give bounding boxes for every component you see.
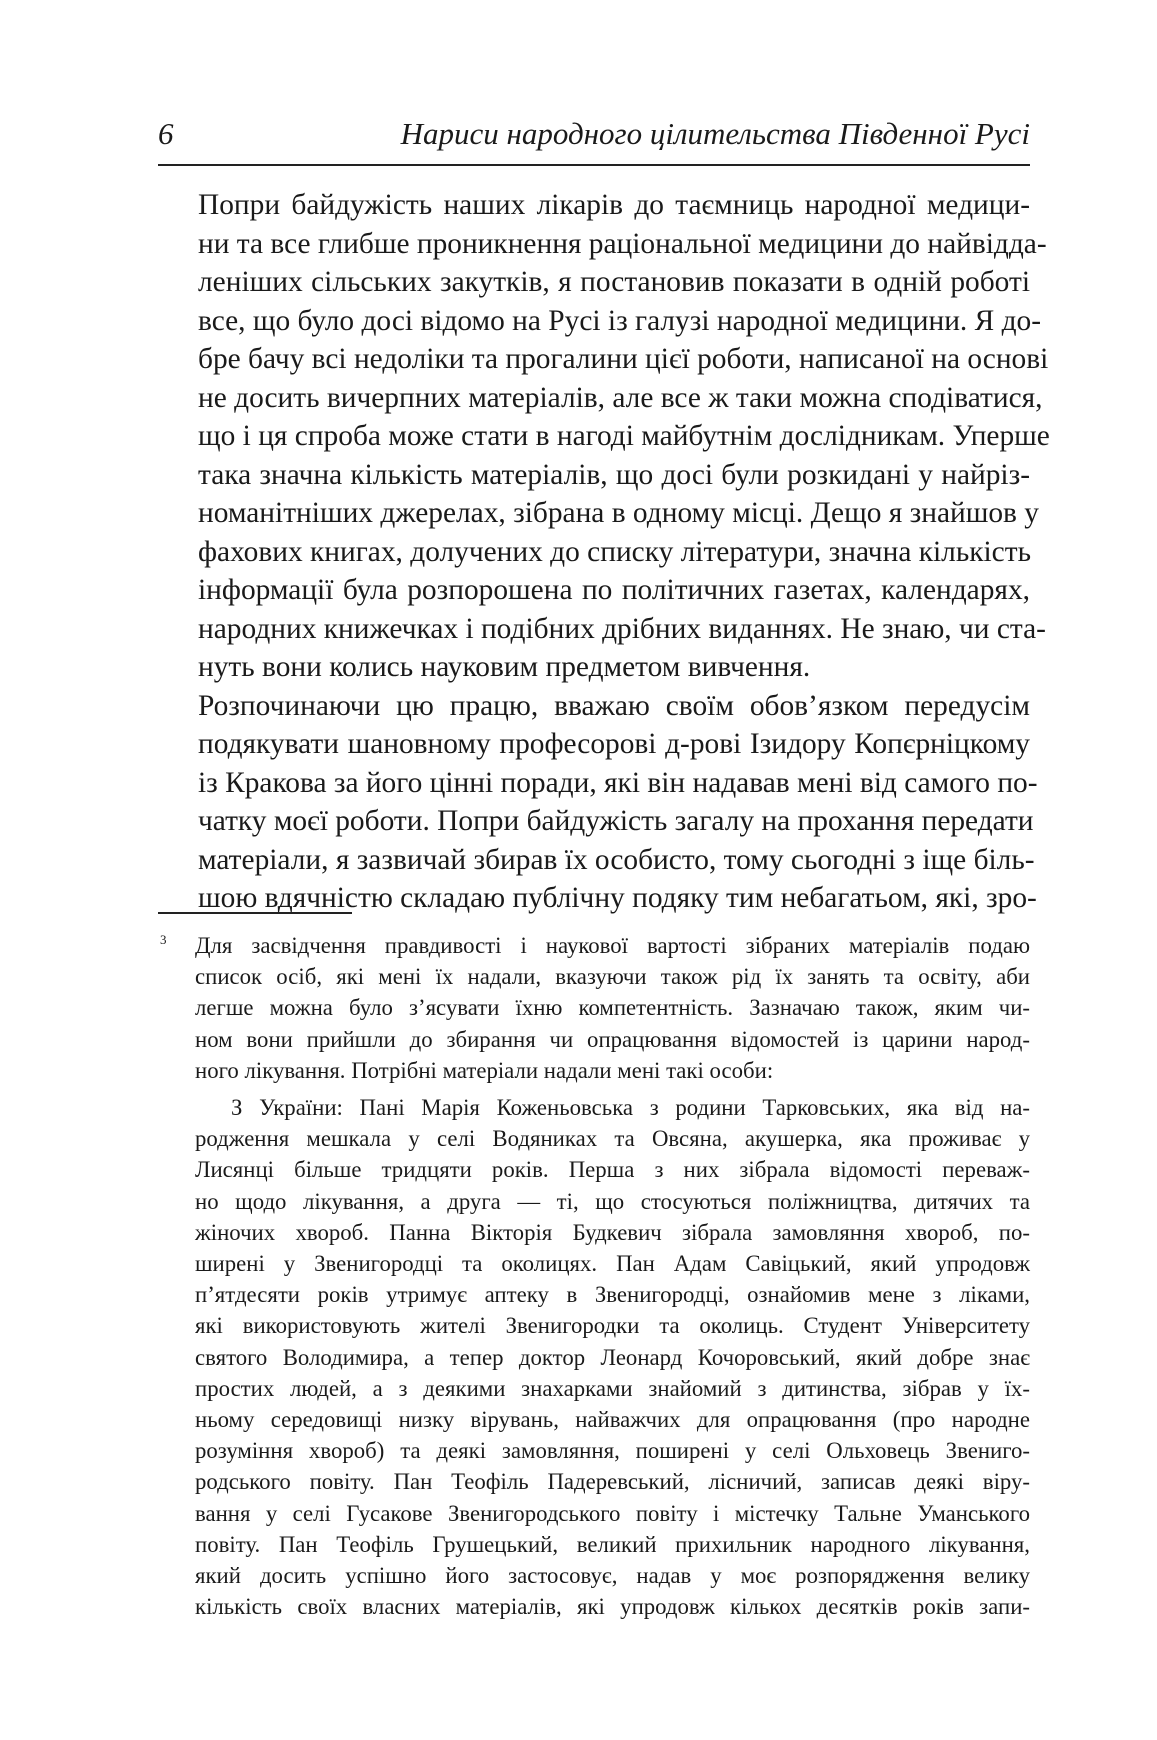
footnote-line: п’ятдесяти років утримує аптеку в Звенигородці, ознайомив мене з ліками, [195, 1282, 1030, 1308]
footnote-line: святого Володимира, а тепер доктор Леонард Кочоровський, який добре знає [195, 1344, 1030, 1370]
text-line: із Кракова за його цінні поради, які він надавав мені від самого по- [198, 766, 1038, 799]
text-line: номанітніших джерелах, зібрана в одному місці. Дещо я знайшов у [198, 497, 1039, 529]
text-line: інформації була розпорошена по політичних газетах, календарях, [198, 574, 1030, 606]
text-line: народних книжечках і подібних дрібних виданнях. Не знаю, чи ста- [198, 612, 1046, 645]
text-line: що і ця спроба може стати в нагоді майбутнім дослідникам. Уперше [198, 420, 1050, 452]
text-line: така значна кількість матеріалів, що досі були розкидані у найріз- [198, 458, 1030, 491]
footnote-line: З України: Пані Марія Коженьовська з родини Тарковських, яка від на- [231, 1095, 1030, 1121]
footnote-line: повіту. Пан Теофіль Грушецький, великий прихильник народного лікування, [195, 1531, 1030, 1557]
footnote-line: но щодо лікування, а друга — ті, що стосуються поліжництва, дитячих та [195, 1188, 1030, 1214]
footnotes [158, 930, 1030, 1622]
footnote-line: родження мешкала у селі Водяниках та Овсяна, акушерка, яка проживає у [195, 1126, 1030, 1152]
page-header [158, 112, 1030, 166]
footnote-line: ширені у Звенигородці та околицях. Пан Адам Савіцький, який упродовж [195, 1251, 1030, 1277]
text-line: Розпочинаючи цю працю, вважаю своїм обов’язком передусім [198, 689, 1030, 722]
footnote-line: ньому середовищі низку вірувань, найважчих для опрацювання (про народне [195, 1407, 1030, 1433]
footnote-line: список осіб, які мені їх надали, вказуючи також рід їх занять та освіту, аби [195, 964, 1030, 990]
footnote-line: легше можна було з’ясувати їхню компетентність. Зазначаю також, яким чи- [195, 995, 1030, 1021]
page-number: 6 [158, 116, 174, 151]
text-line: матеріали, я зазвичай збирав їх особисто, тому сьогодні з іще біль- [198, 843, 1035, 876]
footnote-line: простих людей, а з деякими знахарками знайомий з дитинства, зібрав у їх- [195, 1375, 1030, 1401]
footnote-line: Лисянці більше тридцяти років. Перша з них зібрала відомості переваж- [195, 1157, 1030, 1183]
running-title: Нариси народного цілительства Південної Русі [400, 116, 1030, 151]
text-line: ни та все глибше проникнення раціональної медицини до найвідда- [198, 227, 1047, 260]
text-line: подякувати шановному професорові д-рові Ізидору Копєрніцкому [198, 728, 1030, 760]
footnote-paragraph-2 [158, 1092, 1030, 1622]
footnote-line: жіночих хвороб. Панна Вікторія Будкевич зібрала замовляння хвороб, по- [195, 1219, 1030, 1245]
text-line: не досить вичерпних матеріалів, але все ж таки можна сподіватися, [198, 381, 1043, 414]
footnote-line: вання у селі Гусакове Звенигородського повіту і містечку Тальне Уманського [195, 1500, 1030, 1526]
text-line: чатку моєї роботи. Попри байдужість загалу на прохання передати [198, 805, 1034, 837]
footnote-line: ном вони прийшли до збирання чи опрацювання відомостей із царини народ- [195, 1026, 1030, 1052]
footnote-separator [158, 912, 352, 914]
footnote-line: родського повіту. Пан Теофіль Падеревський, лісничий, записав деякі віру- [195, 1469, 1030, 1495]
text-line: леніших сільських закутків, я постановив показати в одній роботі [198, 266, 1030, 298]
text-line: фахових книгах, долучених до списку літератури, значна кількість [198, 535, 1031, 568]
footnote-line: Для засвідчення правдивості і наукової вартості зібраних матеріалів подаю [195, 933, 1030, 958]
footnote-paragraph-1 [158, 930, 1030, 1086]
paragraph-2 [158, 687, 1038, 918]
text-line: Попри байдужість наших лікарів до таємниць народної медици- [198, 189, 1030, 221]
text-line: бре бачу всі недоліки та прогалини цієї роботи, написаної на основі [198, 343, 1049, 375]
paragraph-1 [158, 186, 1050, 687]
footnote-line: кількість своїх власних матеріалів, які упродовж кількох десятків років запи- [195, 1594, 1030, 1620]
text-line: все, що було досі відомо на Русі із галузі народної медицини. Я до- [198, 304, 1042, 337]
footnote-line: ного лікування. Потрібні матеріали надали мені такі особи: [195, 1057, 774, 1083]
footnote-line: які використовують жителі Звенигородки та околиць. Студент Університету [195, 1313, 1030, 1339]
main-text [158, 186, 1050, 918]
footnote-line: який досить успішно його застосовує, надав у моє розпорядження велику [195, 1563, 1030, 1589]
footnote-marker: 3 [160, 932, 167, 947]
text-line: нуть вони колись науковим предметом вивчення. [198, 651, 811, 683]
footnote-line: розуміння хвороб) та деякі замовляння, поширені у селі Ольховець Звениго- [195, 1438, 1030, 1464]
text-line: шою вдячністю складаю публічну подяку тим небагатьом, які, зро- [198, 882, 1037, 914]
